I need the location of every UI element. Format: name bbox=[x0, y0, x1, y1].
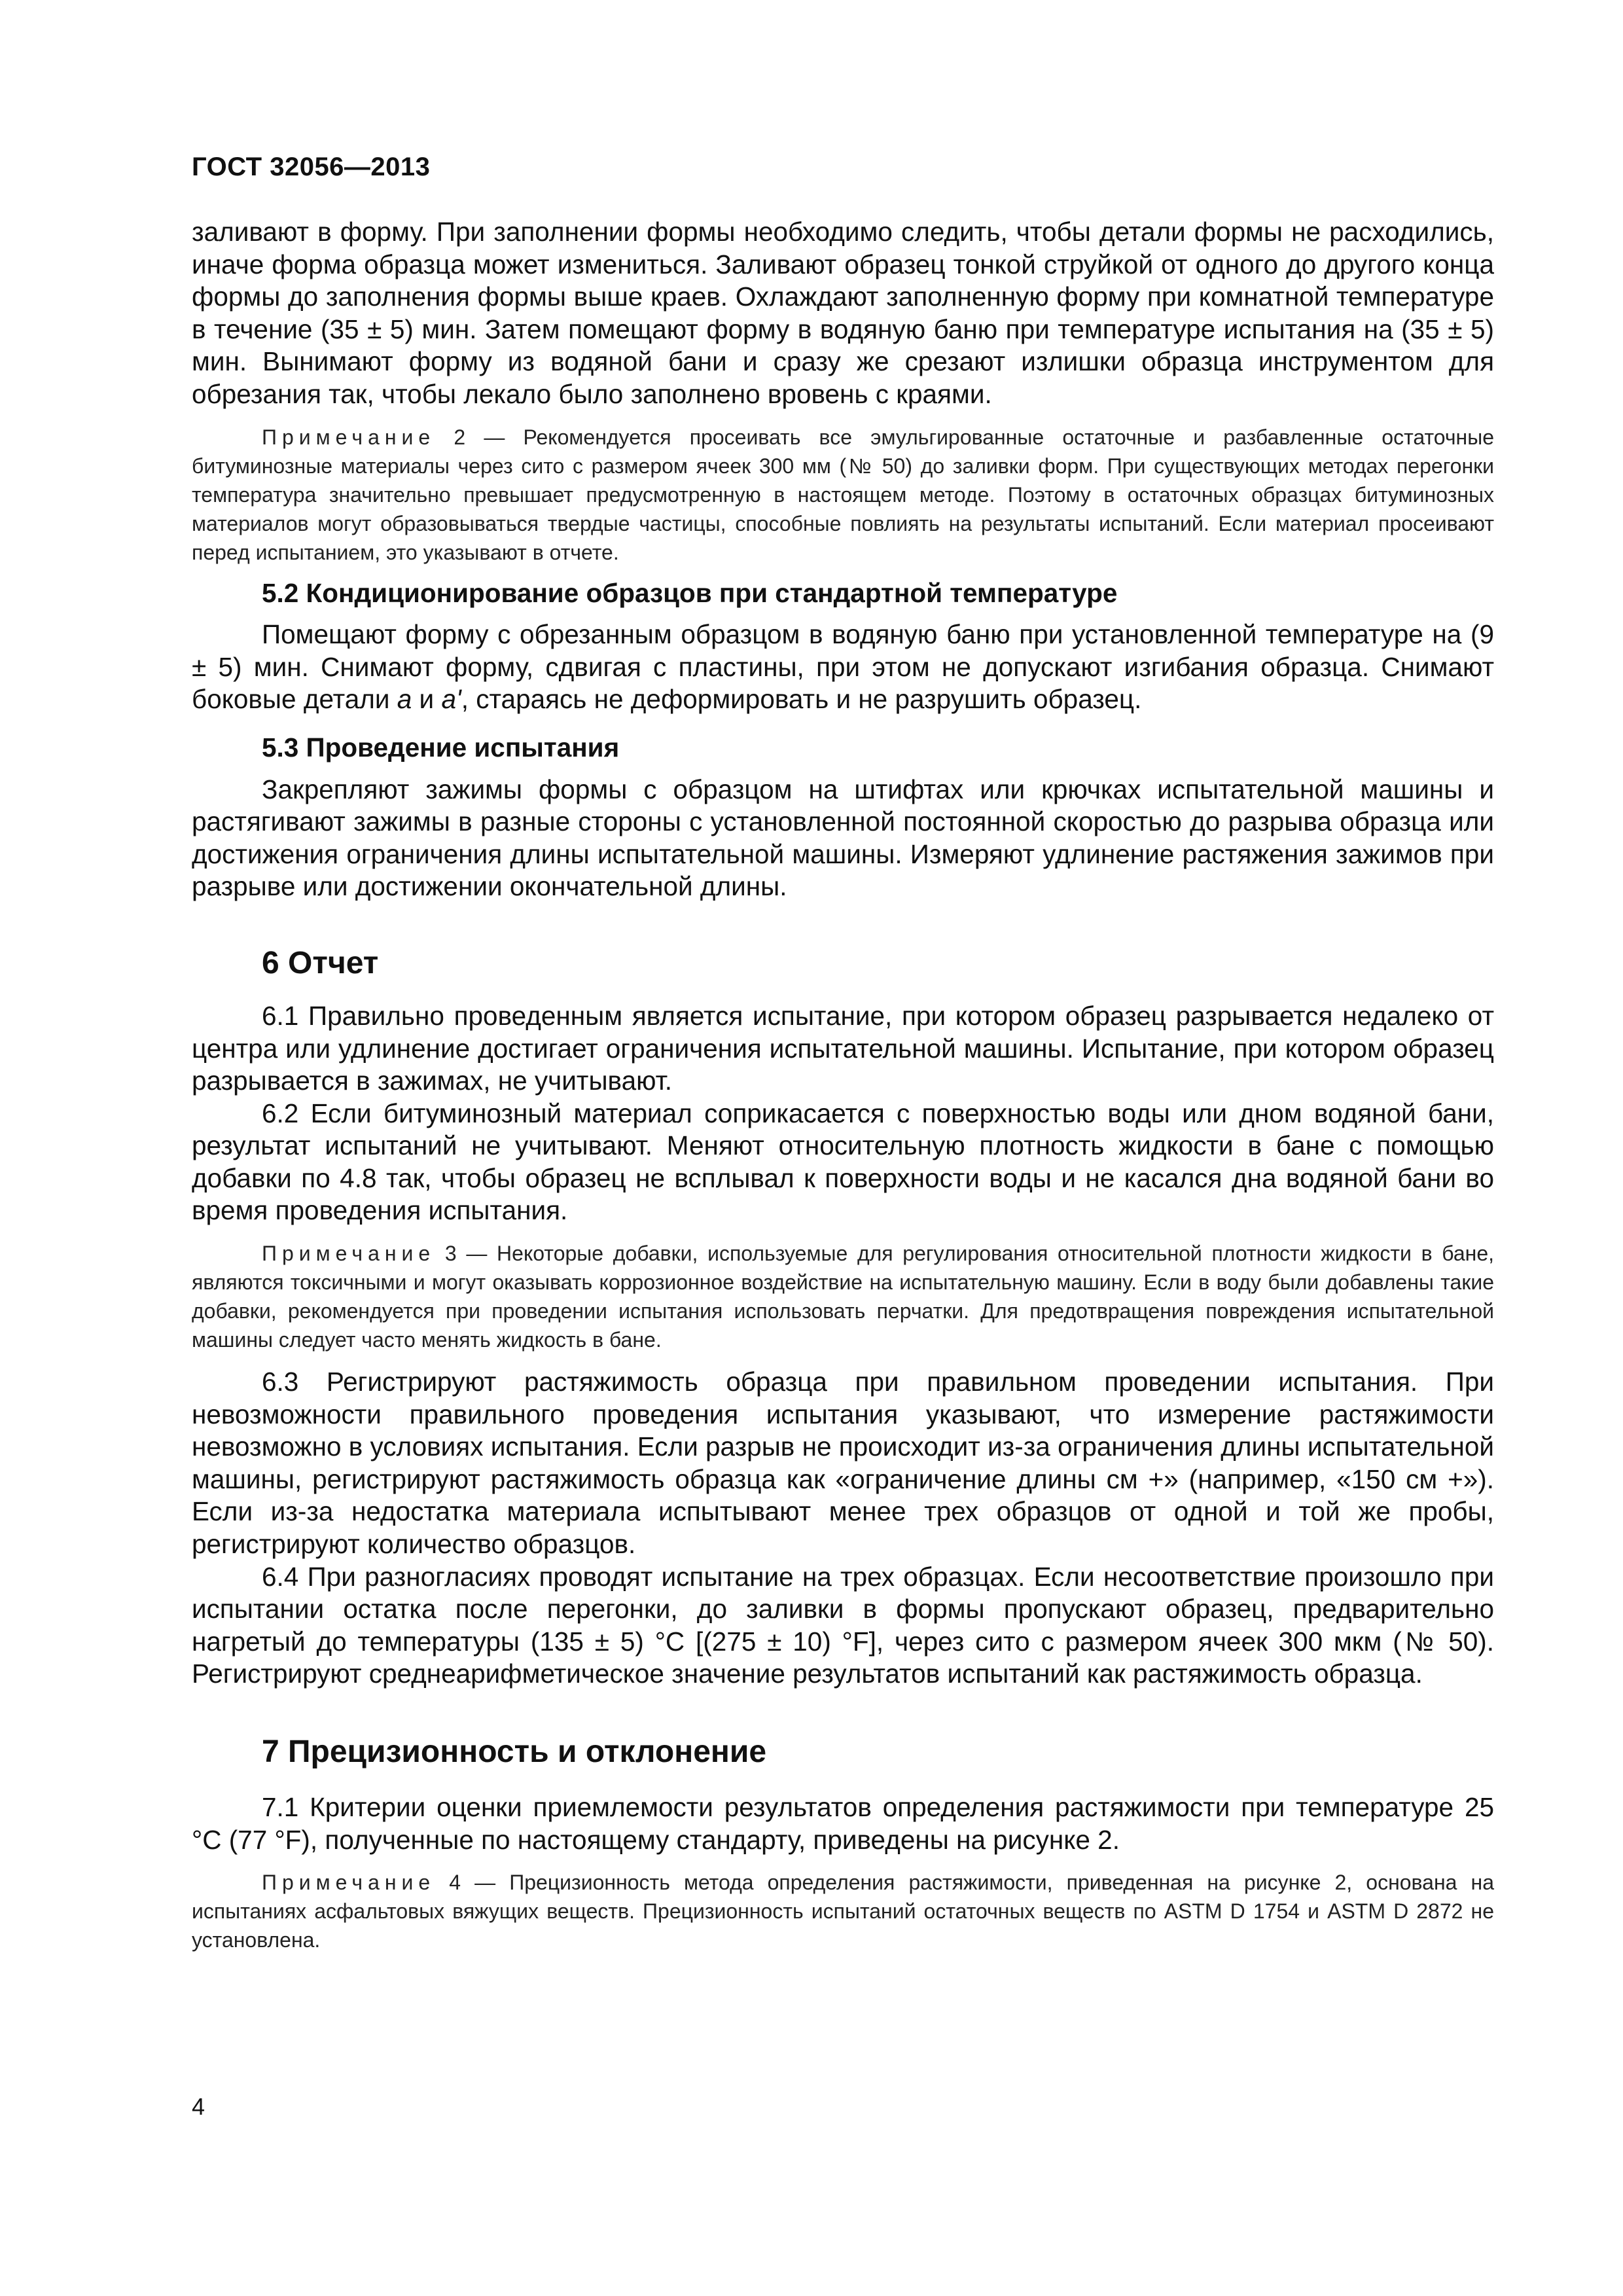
document-body bbox=[192, 216, 1494, 1954]
paragraph-6-1: 6.1 Правильно проведенным является испытание, при котором образец разрывается недалеко от центра или удлинение достигает ограничения испытательной машины. Испытание, при котором образец разрывается в зажимах, не учитывают. bbox=[192, 1000, 1494, 1096]
document-page bbox=[192, 0, 1494, 2296]
text-run: Помещают форму с обрезанным образцом в водяную баню при установленной температуре на (9 ± 5) мин. Снимают форму, сдвигая с пластины, при этом не допускают изгибания образца. Снимают боковые детали bbox=[192, 619, 1494, 715]
note-text: 3 — Некоторые добавки, используемые для регулирования относительной плотности жидкости в бане, являются токсичными и могут оказывать коррозионное воздействие на испытательную машину. Если в воду были добавлены такие добавки, рекомендуется при проведении испытания использовать перчатки. Для предотвращения повреждения испытательной машины следует часто менять жидкость в бане. bbox=[192, 1242, 1494, 1352]
italic-run: a' bbox=[441, 684, 461, 715]
text-run: и bbox=[412, 684, 442, 715]
text-run: , стараясь не деформировать и не разрушить образец. bbox=[461, 684, 1142, 715]
section-5-2-paragraph bbox=[192, 619, 1494, 716]
document-header: ГОСТ 32056—2013 bbox=[192, 152, 431, 181]
note-4 bbox=[192, 1868, 1494, 1954]
note-label: Примечание bbox=[262, 425, 436, 449]
paragraph-6-4: 6.4 При разногласиях проводят испытание на трех образцах. Если несоответствие произошло при испытании остатка после перегонки, до заливки в формы пропускают образец, предварительно нагретый до температуры (135 ± 5) °С [(275 ± 10) °F], через сито с размером ячеек 300 мкм (№ 50). Регистрируют среднеарифметическое значение результатов испытаний как растяжимость образца. bbox=[192, 1561, 1494, 1689]
paragraph-6-3: 6.3 Регистрируют растяжимость образца при правильном проведении испытания. При невозможности правильного проведения испытания указывают, что измерение растяжимости невозможно в условиях испытания. Если разрыв не происходит из-за ограничения длины испытательной машины, регистрируют растяжимость образца как «ограничение длины см +» (например, «150 см +»). Если из-за недостатка материала испытывают менее трех образцов от одной и той же пробы, регистрируют количество образцов. bbox=[192, 1367, 1494, 1560]
section-5-2-heading: 5.2 Кондиционирование образцов при стандартной температуре bbox=[262, 577, 1118, 608]
note-2 bbox=[192, 423, 1494, 567]
page-number: 4 bbox=[192, 2093, 205, 2120]
section-5-3-paragraph: Закрепляют зажимы формы с образцом на штифтах или крючках испытательной машины и растягивают зажимы в разные стороны с установленной постоянной скоростью до разрыва образца или достижения ограничения длины испытательной машины. Измеряют удлинение растяжения зажимов при разрыве или достижении окончательной длины. bbox=[192, 774, 1494, 902]
section-5-3-heading: 5.3 Проведение испытания bbox=[262, 732, 620, 762]
note-label: Примечание bbox=[262, 1871, 436, 1895]
section-7-heading: 7 Прецизионность и отклонение bbox=[262, 1734, 767, 1769]
note-text: 2 — Рекомендуется просеивать все эмульгированные остаточные и разбавленные остаточные битуминозные материалы через сито с размером ячеек 300 мм (№ 50) до заливки форм. При существующих методах перегонки температура значительно превышает предусмотренную в настоящем методе. Поэтому в остаточных образцах битуминозных материалов могут образовываться твердые частицы, способные повлиять на результаты испытаний. Если материал просеивают перед испытанием, это указывают в отчете. bbox=[192, 425, 1494, 564]
note-3 bbox=[192, 1239, 1494, 1354]
note-label: Примечание bbox=[262, 1242, 436, 1266]
italic-run: a bbox=[397, 684, 412, 715]
paragraph-6-2: 6.2 Если битуминозный материал соприкасается с поверхностью воды или дном водяной бани, результат испытаний не учитывают. Меняют относительную плотность жидкости в бане с помощью добавки по 4.8 так, чтобы образец не всплывал к поверхности воды и не касался дна водяной бани во время проведения испытания. bbox=[192, 1098, 1494, 1226]
intro-paragraph: заливают в форму. При заполнении формы необходимо следить, чтобы детали формы не расходились, иначе форма образца может измениться. Заливают образец тонкой струйкой от одного до другого конца формы до заполнения формы выше краев. Охлаждают заполненную форму при комнатной температуре в течение (35 ± 5) мин. Затем помещают форму в водяную баню при температуре испытания на (35 ± 5) мин. Вынимают форму из водяной бани и сразу же срезают излишки образца инструментом для обрезания так, чтобы лекало было заполнено вровень с краями. bbox=[192, 217, 1494, 409]
paragraph-7-1: 7.1 Критерии оценки приемлемости результатов определения растяжимости при температуре 25 °С (77 °F), полученные по настоящему стандарту, приведены на рисунке 2. bbox=[192, 1792, 1494, 1855]
note-text: 4 — Прецизионность метода определения растяжимости, приведенная на рисунке 2, основана на испытаниях асфальтовых вяжущих веществ. Прецизионность испытаний остаточных веществ по ASTM D 1754 и ASTM D 2872 не установлена. bbox=[192, 1871, 1494, 1952]
section-6-heading: 6 Отчет bbox=[262, 945, 379, 980]
